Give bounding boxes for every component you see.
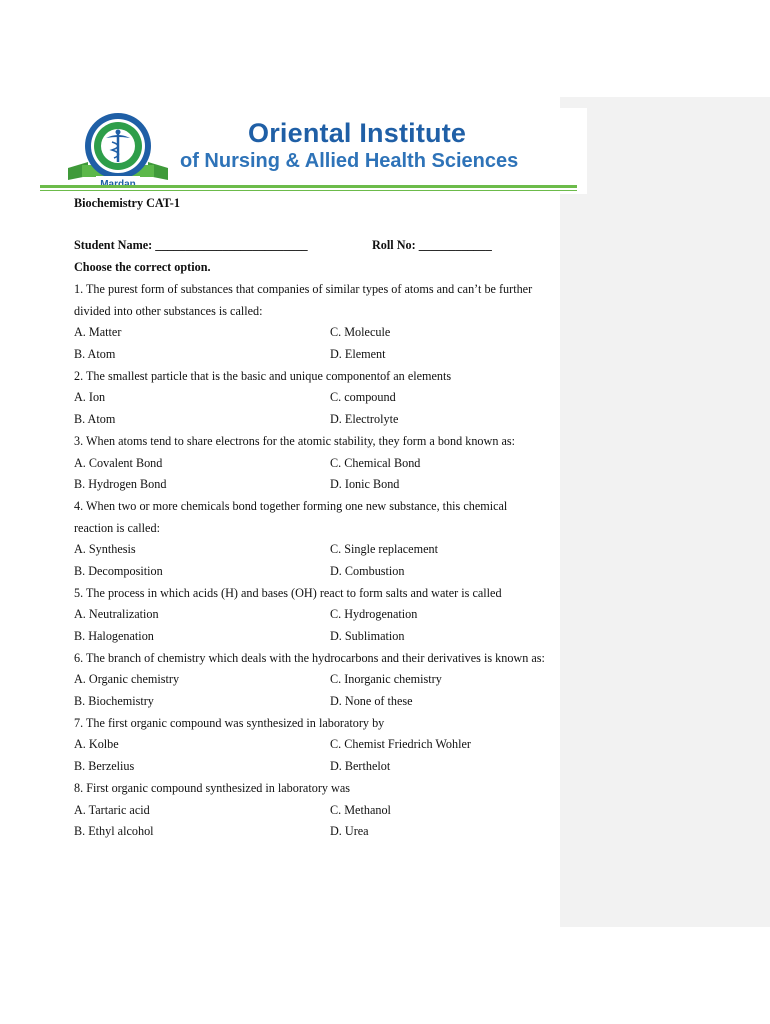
header-rule-thin	[40, 190, 577, 191]
option: D. Berthelot	[330, 759, 391, 774]
option: D. Combustion	[330, 563, 405, 578]
option: C. Molecule	[330, 325, 391, 340]
question	[74, 496, 554, 583]
option: A. Kolbe	[74, 737, 119, 752]
option: B. Biochemistry	[74, 694, 154, 709]
option: B. Hydrogen Bond	[74, 477, 167, 492]
comment-pane	[560, 97, 770, 927]
question	[74, 583, 554, 648]
institute-logo	[68, 110, 168, 194]
option: D. Element	[330, 347, 386, 362]
option: B. Halogenation	[74, 629, 154, 643]
question-text: reaction is called:	[74, 520, 160, 535]
option: C. compound	[330, 390, 396, 405]
option: A. Neutralization	[74, 607, 159, 622]
option: A. Matter	[74, 325, 122, 340]
option: C. Methanol	[330, 802, 391, 817]
option: B. Berzelius	[74, 759, 135, 774]
option: C. Chemical Bond	[330, 455, 421, 470]
question-text: 7. The first organic compound was synthesized in laboratory by	[74, 715, 385, 730]
question	[74, 713, 554, 778]
option: A. Ion	[74, 390, 106, 405]
institute-title: Oriental Institute	[248, 118, 467, 148]
institute-subtitle: of Nursing & Allied Health Sciences	[180, 150, 519, 172]
letterhead	[40, 108, 587, 194]
option: D. None of these	[330, 694, 413, 709]
option: C. Inorganic chemistry	[330, 672, 442, 687]
question-text: divided into other substances is called:	[74, 303, 263, 318]
option: D. Ionic Bond	[330, 477, 400, 492]
exam-title: Biochemistry CAT-1	[74, 196, 180, 210]
question	[74, 431, 554, 496]
question-text: 1. The purest form of substances that companies of similar types of atoms and can’t be further	[74, 282, 533, 296]
option: A. Organic chemistry	[74, 672, 180, 687]
question	[74, 648, 554, 713]
question-text: 2. The smallest particle that is the basic and unique componentof an elements	[74, 368, 452, 383]
option: A. Covalent Bond	[74, 455, 163, 470]
option: C. Chemist Friedrich Wohler	[330, 737, 471, 752]
header-rule	[40, 185, 577, 188]
question-text: 4. When two or more chemicals bond together forming one new substance, this chemical	[74, 498, 508, 513]
option: C. Hydrogenation	[330, 607, 418, 622]
question	[74, 279, 554, 366]
question-list	[74, 279, 554, 843]
option: A. Synthesis	[74, 542, 136, 557]
option: B. Atom	[74, 347, 116, 362]
instruction: Choose the correct option.	[74, 260, 211, 274]
student-name-field: Student Name: _________________________	[74, 238, 308, 252]
question	[74, 778, 554, 843]
option: B. Ethyl alcohol	[74, 824, 154, 839]
question-text: 3. When atoms tend to share electrons for the atomic stability, they form a bond known as:	[74, 433, 516, 448]
option: B. Atom	[74, 412, 116, 427]
option: D. Electrolyte	[330, 412, 399, 427]
roll-no-field: Roll No: ____________	[372, 238, 492, 252]
question-text: 5. The process in which acids (H) and bases (OH) react to form salts and water is called	[74, 585, 502, 600]
option: D. Urea	[330, 824, 369, 839]
question-text: 8. First organic compound synthesized in laboratory was	[74, 780, 350, 795]
option: A. Tartaric acid	[74, 802, 150, 817]
question	[74, 366, 554, 431]
option: C. Single replacement	[330, 542, 438, 557]
option: B. Decomposition	[74, 563, 163, 578]
option: D. Sublimation	[330, 629, 405, 643]
question-text: 6. The branch of chemistry which deals with the hydrocarbons and their derivatives is known as:	[74, 650, 545, 665]
